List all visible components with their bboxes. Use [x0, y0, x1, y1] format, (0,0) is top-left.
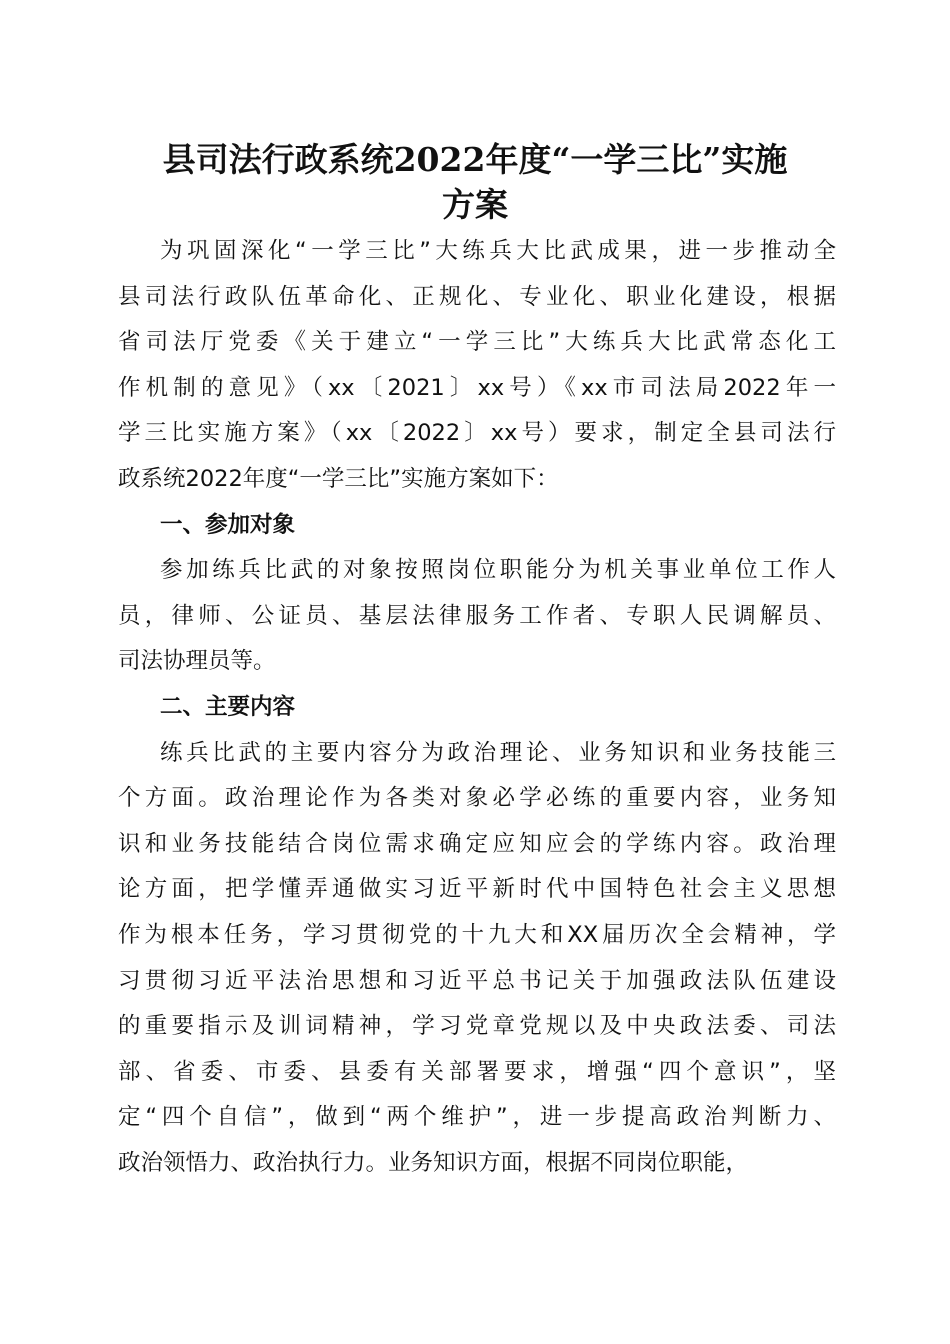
paragraph: [118, 731, 836, 1187]
text-line: 论方面，把学懂弄通做实习近平新时代中国特色社会主义思想: [118, 876, 836, 903]
text-line: 省司法厅党委《关于建立“一学三比”大练兵大比武常态化工: [118, 329, 836, 356]
text-line: 作为根本任务，学习贯彻党的十九大和XX届历次全会精神，学: [118, 921, 836, 948]
document-title-line: 县司法行政系统2022年度“一学三比”实施: [162, 140, 788, 179]
text-line: 的重要指示及训词精神，学习党章党规以及中央政法委、司法: [118, 1013, 836, 1040]
text-line: 个方面。政治理论作为各类对象必学必练的重要内容，业务知: [118, 785, 836, 812]
text-line: 作机制的意见》（xx〔2021〕xx号）《xx市司法局2022年一: [118, 374, 836, 401]
text-line: 习贯彻习近平法治思想和习近平总书记关于加强政法队伍建设: [118, 967, 836, 994]
text-line: 司法协理员等。: [118, 648, 276, 675]
text-line: 政系统2022年度“一学三比”实施方案如下：: [118, 465, 559, 492]
text-line: 参加练兵比武的对象按照岗位职能分为机关事业单位工作人: [160, 557, 836, 584]
document-title-line: 方案: [442, 185, 508, 224]
text-line: 为巩固深化“一学三比”大练兵大比武成果，进一步推动全: [160, 238, 836, 264]
text-line: 二、主要内容: [160, 693, 296, 720]
text-line: 一、参加对象: [160, 511, 296, 538]
text-line: 学三比实施方案》（xx〔2022〕xx号）要求，制定全县司法行: [118, 420, 836, 447]
text-line: 练兵比武的主要内容分为政治理论、业务知识和业务技能三: [160, 739, 836, 766]
section-heading: [118, 503, 836, 549]
text-line: 政治领悟力、政治执行力。业务知识方面，根据不同岗位职能，: [118, 1149, 749, 1176]
text-line: 员，律师、公证员、基层法律服务工作者、专职人民调解员、: [118, 602, 836, 629]
paragraph: [118, 229, 836, 503]
paragraph: [118, 548, 836, 685]
text-line: 部、省委、市委、县委有关部署要求，增强“四个意识”，坚: [118, 1058, 836, 1085]
text-line: 县司法行政队伍革命化、正规化、专业化、职业化建设，根据: [118, 283, 836, 310]
section-heading: [118, 685, 836, 731]
text-line: 识和业务技能结合岗位需求确定应知应会的学练内容。政治理: [118, 830, 836, 857]
document-body: [118, 229, 836, 1186]
text-line: 定“四个自信”，做到“两个维护”，进一步提高政治判断力、: [118, 1104, 836, 1131]
